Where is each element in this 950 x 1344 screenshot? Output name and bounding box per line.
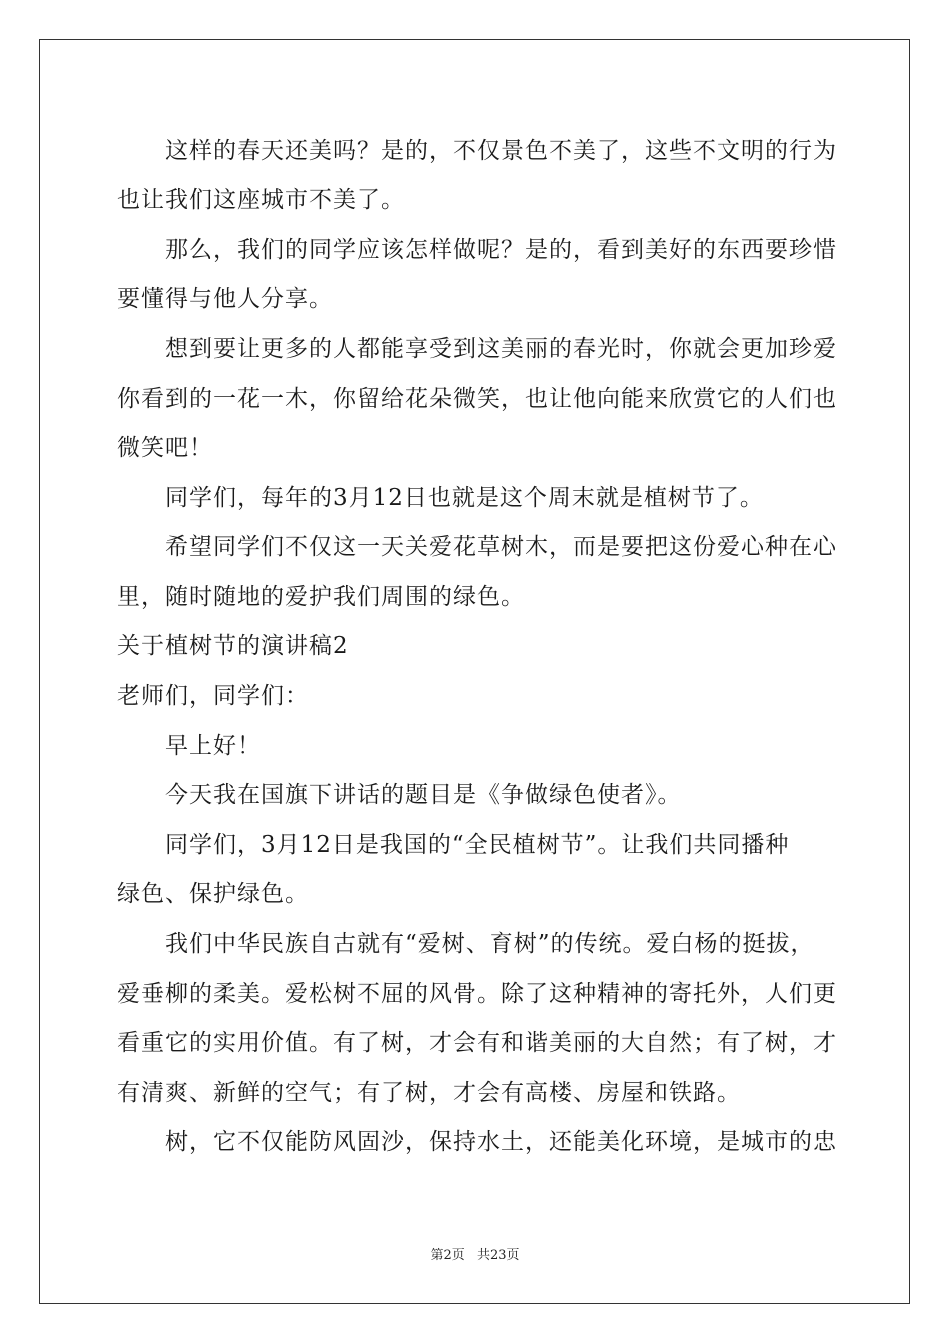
paragraph-line: 我们中华民族自古就有“爱树、育树”的传统。爱白杨的挺拔， (165, 931, 815, 957)
paragraph-line: 这样的春天还美吗？是的，不仅景色不美了，这些不文明的行为 (165, 138, 837, 164)
paragraph-line: 微笑吧！ (117, 435, 213, 461)
paragraph-line: 爱垂柳的柔美。爱松树不屈的风骨。除了这种精神的寄托外，人们更 (117, 981, 837, 1007)
paragraph-line: 早上好！ (165, 733, 261, 759)
paragraph-line: 你看到的一花一木，你留给花朵微笑，也让他向能来欣赏它的人们也 (117, 386, 837, 412)
paragraph-line: 同学们，3月12日是我国的“全民植树节”。让我们共同播种 (165, 832, 790, 858)
salutation: 老师们，同学们： (117, 683, 309, 709)
paragraph-line: 同学们，每年的3月12日也就是这个周末就是植树节了。 (165, 485, 764, 511)
page-footer (0, 1248, 950, 1264)
paragraph-line: 要懂得与他人分享。 (117, 286, 333, 312)
paragraph-line: 树，它不仅能防风固沙，保持水土，还能美化环境，是城市的忠 (165, 1129, 837, 1155)
paragraph-line: 今天我在国旗下讲话的题目是《争做绿色使者》。 (165, 782, 682, 808)
page-total: 共23页 (476, 1248, 520, 1263)
page-number: 第2页 (430, 1248, 465, 1263)
paragraph-line: 希望同学们不仅这一天关爱花草树木，而是要把这份爱心种在心 (165, 534, 837, 560)
paragraph-line: 想到要让更多的人都能享受到这美丽的春光时，你就会更加珍爱 (165, 336, 837, 362)
page-border (39, 39, 910, 1304)
paragraph-line: 也让我们这座城市不美了。 (117, 187, 405, 213)
paragraph-line: 有清爽、新鲜的空气；有了树，才会有高楼、房屋和铁路。 (117, 1080, 741, 1106)
paragraph-line: 看重它的实用价值。有了树，才会有和谐美丽的大自然；有了树，才 (117, 1030, 837, 1056)
paragraph-line: 绿色、保护绿色。 (117, 881, 309, 907)
paragraph-line: 那么，我们的同学应该怎样做呢？是的，看到美好的东西要珍惜 (165, 237, 837, 263)
section-heading: 关于植树节的演讲稿2 (117, 633, 349, 659)
paragraph-line: 里，随时随地的爱护我们周围的绿色。 (117, 584, 525, 610)
